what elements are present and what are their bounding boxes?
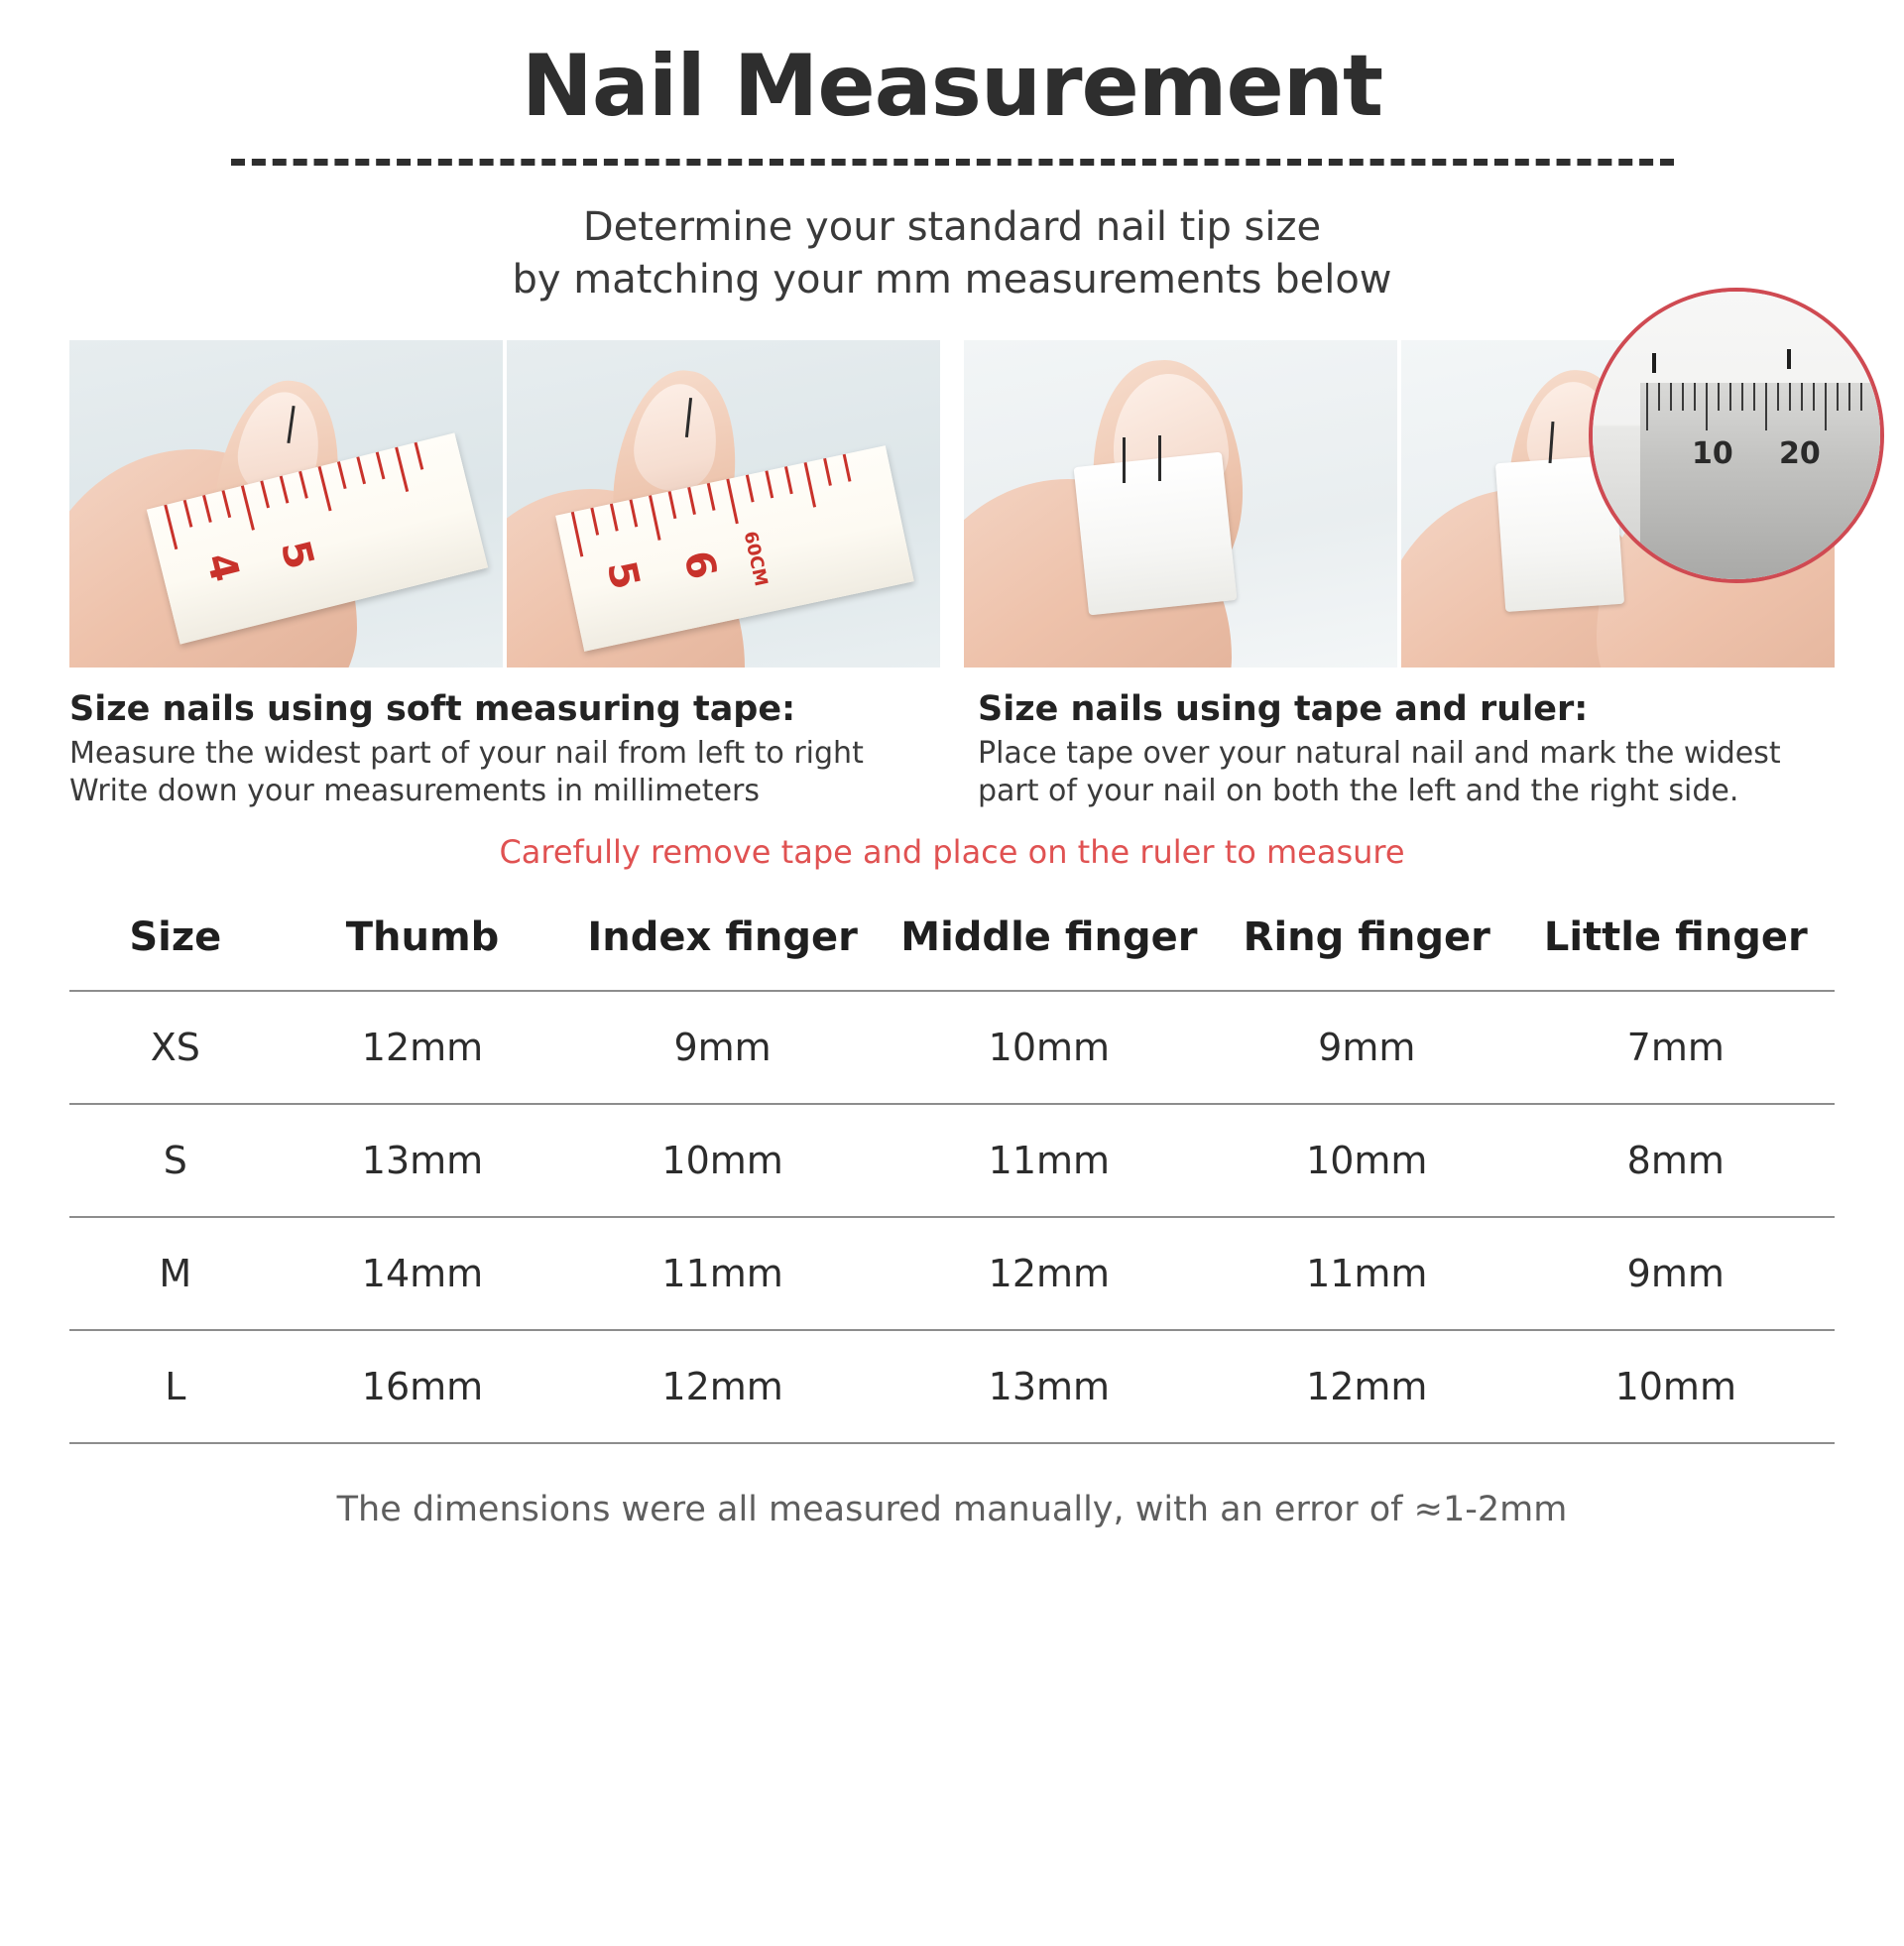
column-header-little: Little finger xyxy=(1543,914,1808,961)
title-divider xyxy=(231,159,1674,166)
cell-index: 9mm xyxy=(563,991,881,1104)
soft-tape-number-4: 4 xyxy=(196,547,248,587)
soft-tape-number-5b: 5 xyxy=(597,556,649,594)
cell-middle: 12mm xyxy=(882,1217,1217,1330)
photo-tape-ruler-1 xyxy=(964,340,1397,668)
photo-group-soft-tape xyxy=(69,340,940,668)
subtitle xyxy=(69,201,1835,306)
table-row xyxy=(69,1330,1835,1443)
cell-size: S xyxy=(69,1104,282,1217)
cell-size: XS xyxy=(69,991,282,1104)
ruler-body xyxy=(1640,383,1884,579)
cell-middle: 10mm xyxy=(882,991,1217,1104)
tape-mark-left-icon xyxy=(1652,353,1656,373)
cell-little: 7mm xyxy=(1517,991,1835,1104)
caption-warning-note: Carefully remove tape and place on the ruler to measure xyxy=(499,833,1405,872)
nail-measurement-guide xyxy=(0,37,1904,1946)
cell-ring: 11mm xyxy=(1217,1217,1517,1330)
cell-ring: 9mm xyxy=(1217,991,1517,1104)
cell-middle: 13mm xyxy=(882,1330,1217,1443)
column-header-ring: Ring finger xyxy=(1243,914,1490,961)
cell-little: 8mm xyxy=(1517,1104,1835,1217)
soft-tape-number-6: 6 xyxy=(674,547,726,584)
cell-ring: 10mm xyxy=(1217,1104,1517,1217)
cell-size: M xyxy=(69,1217,282,1330)
instruction-captions xyxy=(69,689,1835,810)
cell-thumb: 13mm xyxy=(282,1104,564,1217)
cell-thumb: 12mm xyxy=(282,991,564,1104)
subtitle-line-2: by matching your mm measurements below xyxy=(512,257,1392,304)
ruler-label-10: 10 xyxy=(1692,436,1733,471)
photo-soft-tape-1 xyxy=(69,340,503,668)
tape-mark-right-icon xyxy=(1787,349,1791,369)
cell-ring: 12mm xyxy=(1217,1330,1517,1443)
caption-tape-ruler-heading: Size nails using tape and ruler: xyxy=(978,688,1589,729)
caption-soft-tape-line-2: Write down your measurements in millimeters xyxy=(69,773,760,808)
cell-middle: 11mm xyxy=(882,1104,1217,1217)
soft-tape-number-5: 5 xyxy=(271,536,322,574)
table-row xyxy=(69,1217,1835,1330)
size-chart-table xyxy=(69,911,1835,1444)
cell-index: 11mm xyxy=(563,1217,881,1330)
column-header-middle: Middle finger xyxy=(900,914,1198,961)
table-row xyxy=(69,991,1835,1104)
instruction-photo-strip xyxy=(69,340,1835,668)
caption-soft-tape-heading: Size nails using soft measuring tape: xyxy=(69,688,796,729)
ruler-magnifier-inset xyxy=(1589,288,1884,583)
column-header-thumb: Thumb xyxy=(345,914,500,961)
subtitle-line-1: Determine your standard nail tip size xyxy=(582,204,1322,251)
page-title: Nail Measurement xyxy=(521,37,1383,136)
cell-index: 10mm xyxy=(563,1104,881,1217)
ruler-label-20: 20 xyxy=(1779,436,1821,471)
cell-index: 12mm xyxy=(563,1330,881,1443)
photo-soft-tape-2 xyxy=(507,340,940,668)
table-row xyxy=(69,1104,1835,1217)
table-header-row xyxy=(69,911,1835,991)
caption-soft-tape xyxy=(69,689,926,810)
caption-tape-ruler-line-1: Place tape over your natural nail and mark the widest xyxy=(978,735,1781,771)
caption-soft-tape-line-1: Measure the widest part of your nail from left to right xyxy=(69,735,864,771)
cell-little: 9mm xyxy=(1517,1217,1835,1330)
cell-little: 10mm xyxy=(1517,1330,1835,1443)
column-header-index: Index finger xyxy=(587,914,858,961)
measurement-footnote: The dimensions were all measured manually, with an error of ≈1-2mm xyxy=(336,1490,1568,1530)
cell-thumb: 14mm xyxy=(282,1217,564,1330)
soft-tape-unit-label: 60CM xyxy=(739,529,772,588)
cell-size: L xyxy=(69,1330,282,1443)
column-header-size: Size xyxy=(129,914,222,961)
caption-tape-ruler xyxy=(956,689,1835,810)
caption-tape-ruler-line-2: part of your nail on both the left and the right side. xyxy=(978,773,1739,808)
cell-thumb: 16mm xyxy=(282,1330,564,1443)
